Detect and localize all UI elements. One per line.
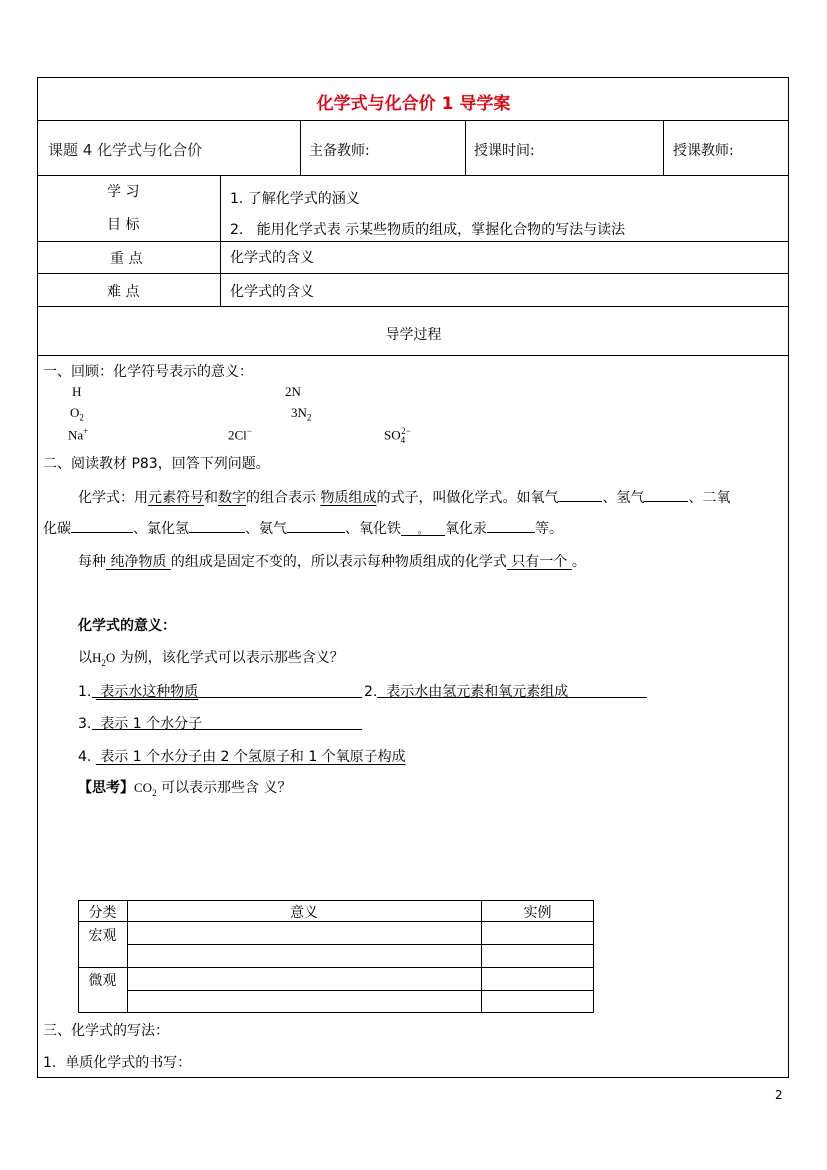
divider	[37, 120, 789, 121]
meaning-item-4: 4. 表示 1 个水分子由 2 个氢原子和 1 个氧原子构成	[78, 749, 406, 765]
symbol-SO4-ion: $SO_4^{2-}$	[384, 426, 411, 445]
answer-line	[92, 729, 362, 730]
answer-line	[377, 697, 647, 698]
lesson-time-label: 授课时间:	[474, 143, 535, 159]
table-header-example: 实例	[523, 905, 552, 921]
divider	[37, 306, 789, 307]
divider	[300, 120, 301, 175]
symbol-3N2: $3N_2$	[291, 405, 312, 423]
think-question: 【思考】$CO_2$ 可以表示那些含 义？	[78, 780, 292, 798]
table-row-macro: 宏观	[88, 928, 117, 944]
symbol-H: H	[72, 384, 82, 399]
divider	[37, 355, 789, 356]
blank-hydrogen[interactable]	[644, 487, 688, 502]
compounds-line: 化碳 、氯化氢 、氨气 、氧化铁 。 氧化汞 等。	[43, 518, 563, 538]
review-heading: 一、回顾：化学符号表示的意义：	[43, 364, 253, 380]
meaning-item-3: 3. 表示 1 个水分子	[78, 716, 203, 732]
blank-hcl[interactable]	[189, 518, 245, 533]
divider	[465, 120, 466, 175]
meaning-heading: 化学式的意义：	[78, 618, 176, 634]
topic-label: 课题 4 化学式与化合价	[48, 141, 203, 159]
pure-substance-line: 每种 纯净物质 的组成是固定不变的，所以表示每种物质组成的化学式 只有一个 。	[78, 554, 586, 570]
goals-label-1: 学 习	[107, 184, 140, 200]
meaning-intro: 以$H_2O$ 为例，该化学式可以表示那些含义？	[78, 650, 344, 668]
symbol-2N: 2N	[285, 384, 301, 399]
blank-oxygen[interactable]	[558, 487, 602, 502]
goal-item-1: 1. 了解化学式的涵义	[230, 191, 360, 207]
lead-teacher-label: 主备教师:	[309, 143, 370, 159]
key-point-label: 重 点	[110, 251, 143, 267]
divider	[127, 990, 594, 991]
page-title: 化学式与化合价 1 导学案	[316, 94, 511, 114]
meaning-item-1: 1. 表示水这种物质	[78, 684, 199, 700]
reading-heading: 二、阅读教材 P83，回答下列问题。	[43, 456, 270, 472]
writing-heading: 三、化学式的写法：	[43, 1023, 169, 1039]
definition-line: 化学式：用元素符号和数字的组合表示 物质组成的式子，叫做化学式。如氧气 、氢气 、二氧	[78, 487, 730, 507]
meaning-item-2: 2. 表示水由氢元素和氧元素组成	[364, 684, 569, 700]
divider	[663, 120, 664, 175]
answer-line	[92, 697, 362, 698]
writing-item-1: 1. 单质化学式的书写：	[43, 1055, 192, 1071]
page-number: 2	[775, 1088, 783, 1102]
symbol-2Cl-ion: 2Cl−	[228, 426, 252, 443]
table-header-meaning: 意义	[290, 905, 318, 921]
divider	[37, 175, 789, 176]
blank-ammonia[interactable]	[287, 518, 345, 533]
blank-mercury-oxide[interactable]	[487, 518, 535, 533]
goals-label-2: 目 标	[107, 217, 140, 233]
blank-co2[interactable]	[71, 518, 133, 533]
divider	[37, 273, 789, 274]
difficulty-label: 难 点	[107, 284, 140, 300]
divider	[78, 967, 594, 968]
table-row-micro: 微观	[88, 973, 117, 989]
goal-item-2: 2. 能用化学式表 示某些物质的组成，掌握化合物的写法与读法	[230, 222, 626, 238]
divider	[127, 944, 594, 945]
blank-iron-oxide[interactable]: 。	[401, 521, 445, 536]
divider	[37, 241, 789, 242]
symbol-Na-ion: Na+	[68, 426, 89, 443]
key-point-value: 化学式的含义	[230, 250, 314, 266]
teacher-label: 授课教师:	[673, 143, 734, 159]
table-header-category: 分类	[88, 905, 117, 921]
symbol-O2: $O_2$	[70, 405, 84, 423]
process-heading: 导学过程	[385, 327, 442, 343]
difficulty-value: 化学式的含义	[230, 284, 314, 300]
